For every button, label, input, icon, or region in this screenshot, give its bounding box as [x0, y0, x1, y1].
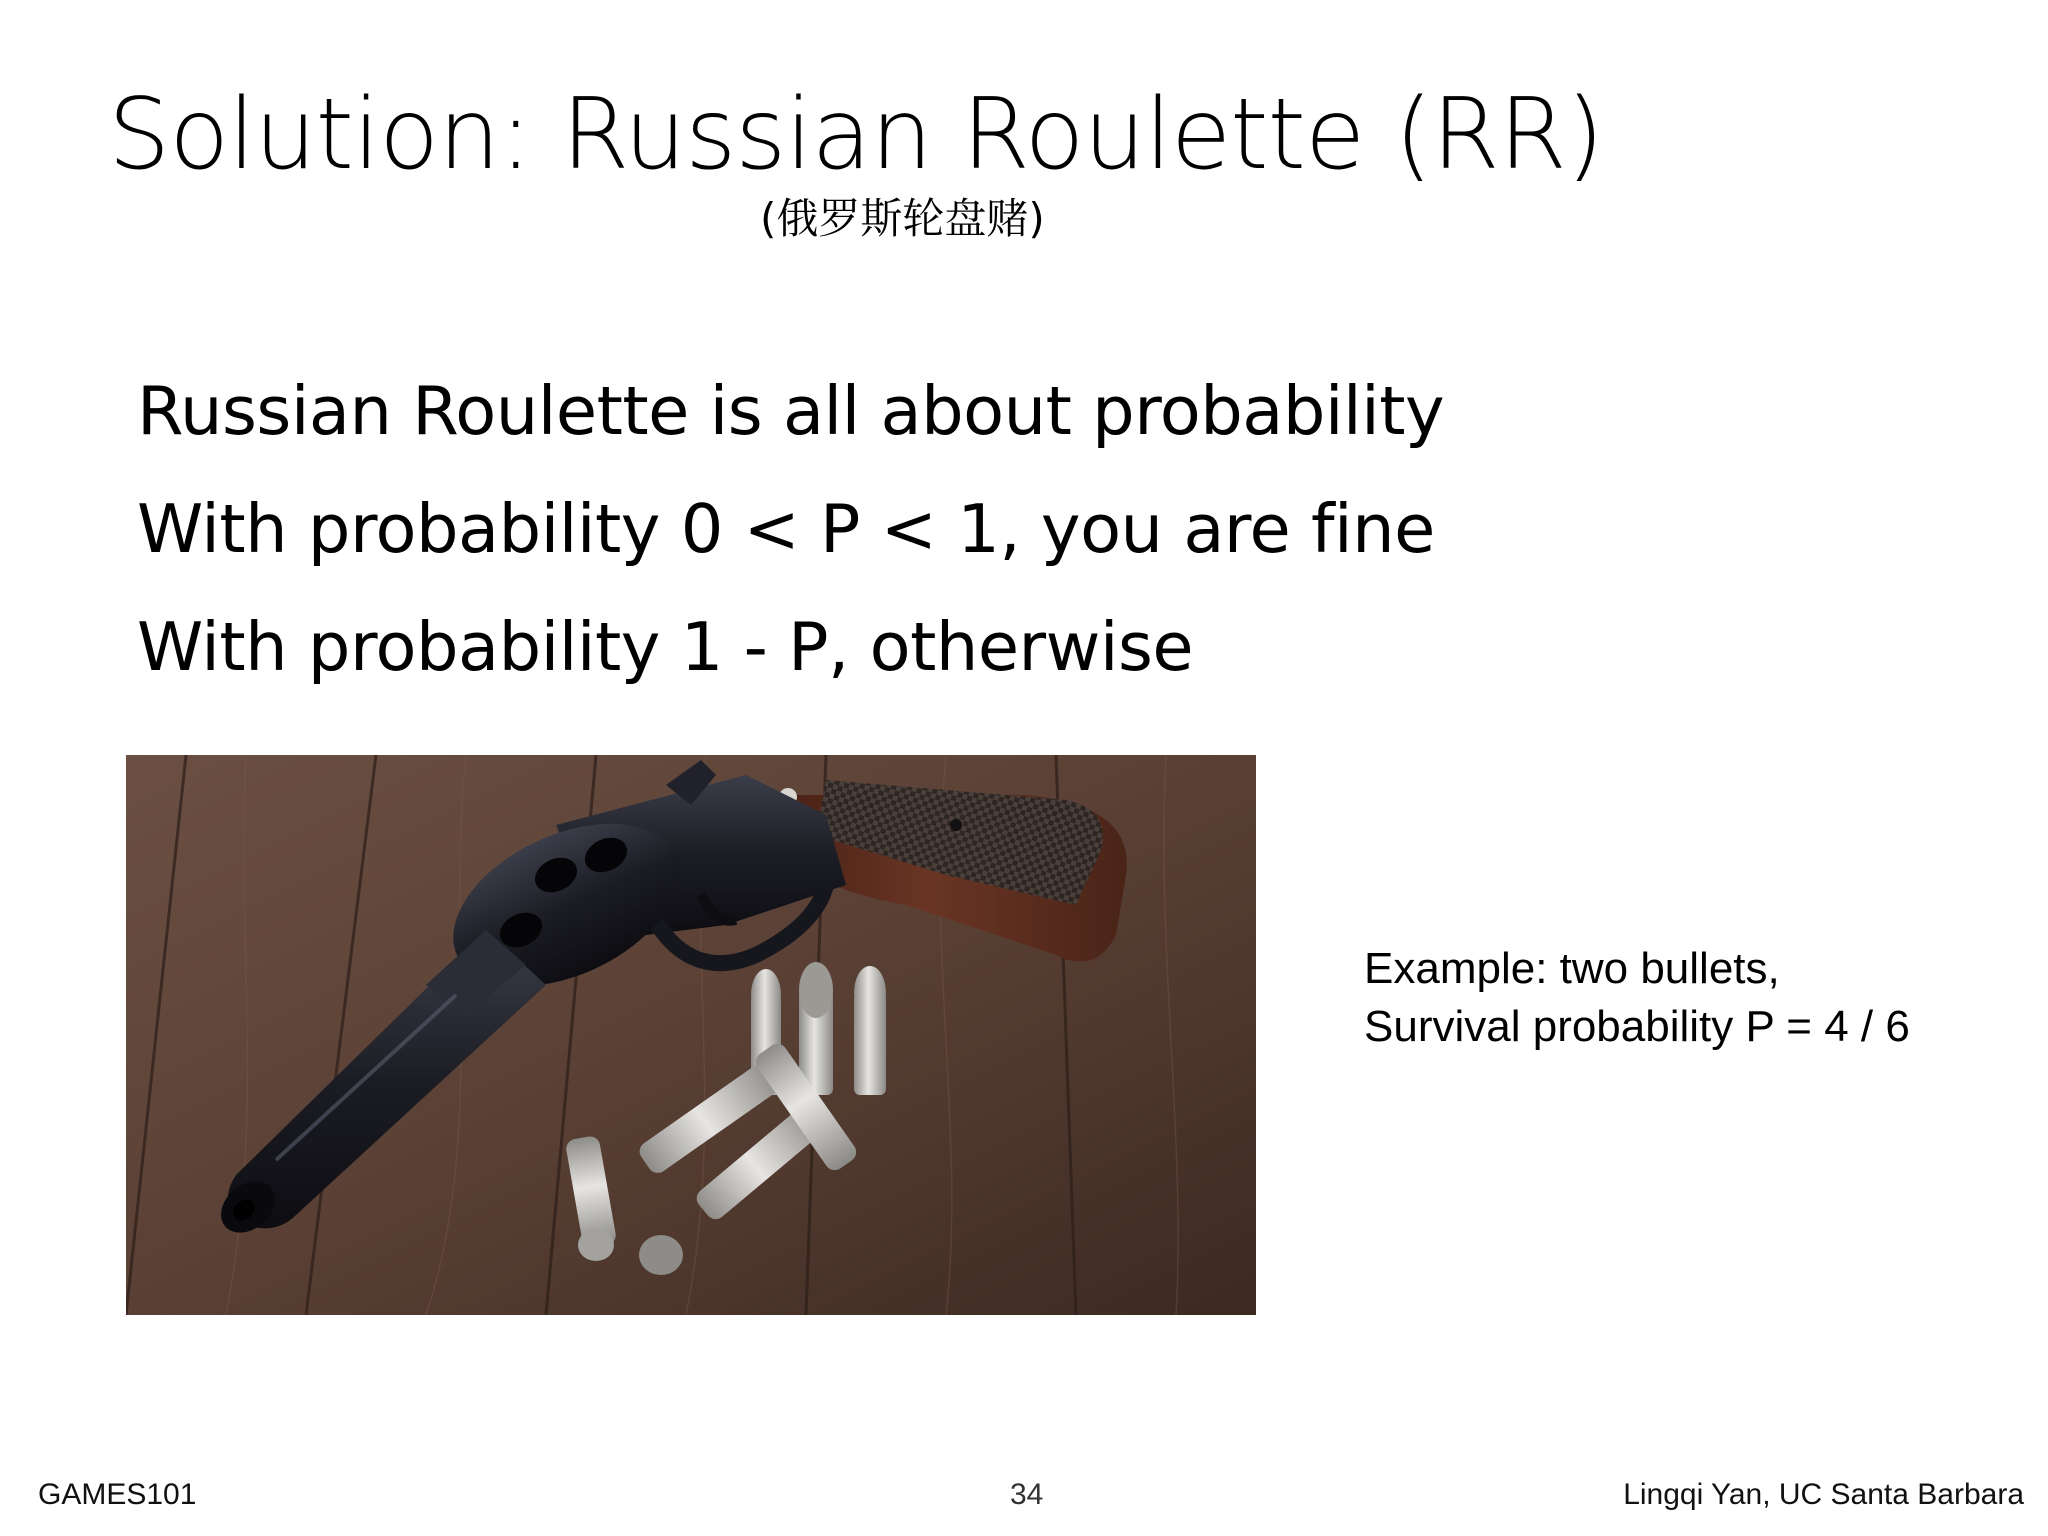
- bullet-item: With probability 0 < P < 1, you are fine: [137, 490, 1435, 568]
- bullet-list: [137, 352, 1444, 706]
- example-line: Example: two bullets,: [1364, 944, 1780, 993]
- footer-page-number: 34: [1010, 1478, 1044, 1511]
- slide-subtitle: (俄罗斯轮盘赌): [760, 194, 1045, 243]
- bullet-item: With probability 1 - P, otherwise: [137, 608, 1194, 686]
- footer-author: Lingqi Yan, UC Santa Barbara: [1623, 1478, 2024, 1511]
- bullet-item: Russian Roulette is all about probability: [137, 372, 1445, 450]
- slide-title: Solution: Russian Roulette (RR): [108, 78, 1604, 192]
- footer-course: GAMES101: [38, 1478, 197, 1511]
- example-line: Survival probability P = 4 / 6: [1364, 1002, 1910, 1051]
- example-note: [1364, 940, 1910, 1056]
- revolver-photo: [126, 755, 1256, 1315]
